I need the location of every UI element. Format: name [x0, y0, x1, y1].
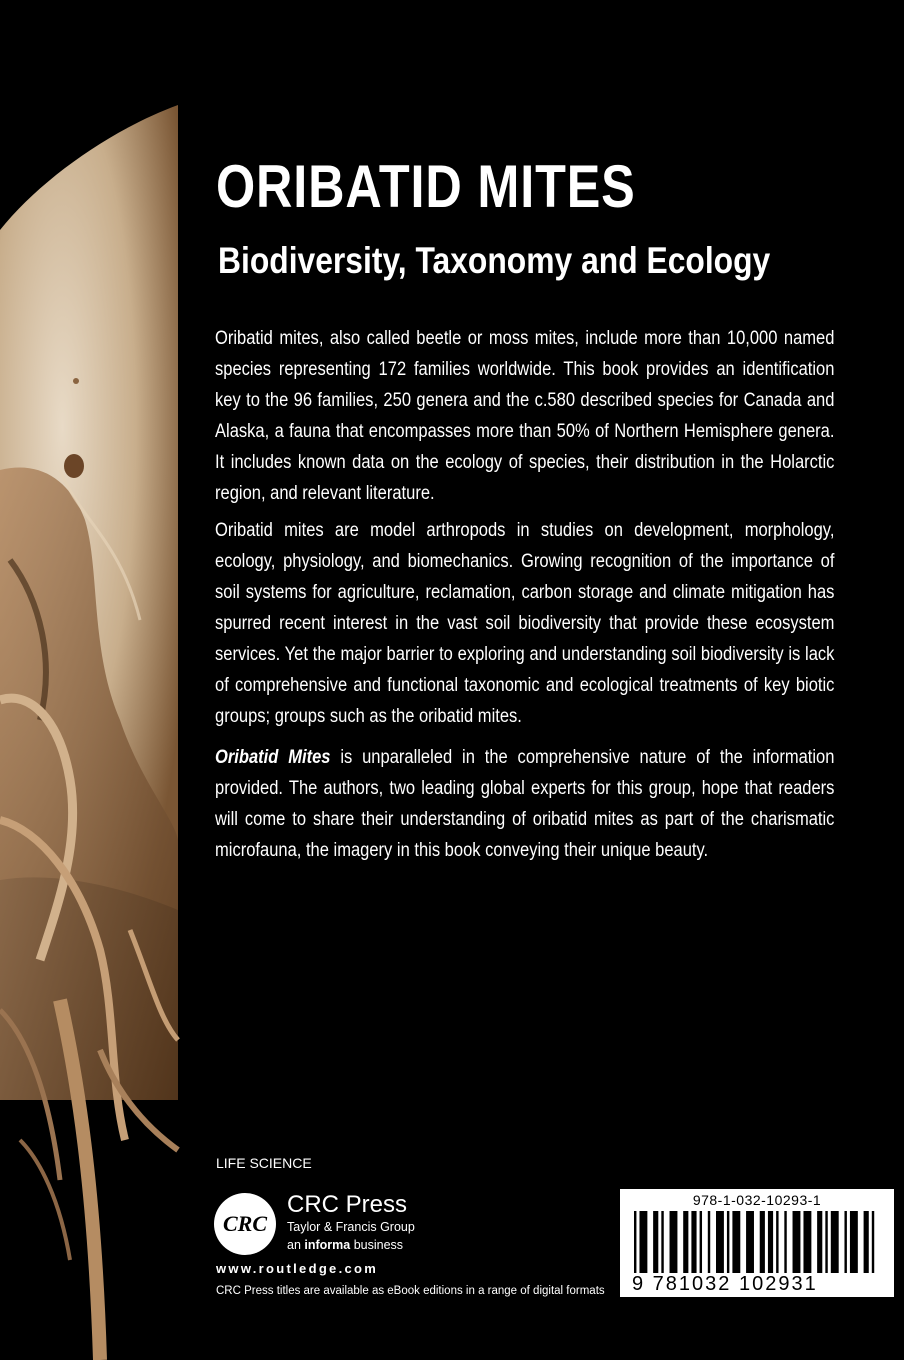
barcode-bar	[872, 1211, 874, 1273]
ean-digits: 9 781032 102931	[632, 1273, 818, 1295]
tagline-suffix: business	[350, 1238, 404, 1252]
barcode-bars	[634, 1211, 882, 1273]
isbn-number: 978-1-032-10293-1	[692, 1192, 822, 1208]
description-paragraph-1: Oribatid mites, also called beetle or moss mites, include more than 10,000 named species representing 172 families worldwide. This book provides an identification key to the 96 families, 250 genera and the c.580 described species for Canada and Alaska, a fauna that encompasses more than 50% of Northern Hemisphere genera. It includes known data on the ecology of species, their distribution in the Holarctic region, and relevant literature.	[215, 328, 835, 504]
ebook-availability-note: CRC Press titles are available as eBook editions in a range of digital formats	[216, 1285, 605, 1297]
barcode-bar	[844, 1211, 846, 1273]
barcode-bar	[716, 1211, 724, 1273]
barcode-bar	[634, 1211, 636, 1273]
publisher-name: CRC Press	[287, 1191, 408, 1218]
barcode-bar	[793, 1211, 801, 1273]
barcode-bar	[639, 1211, 647, 1273]
barcode-bar	[768, 1211, 773, 1273]
tagline-informa: informa	[304, 1238, 351, 1252]
barcode-bar	[825, 1211, 827, 1273]
barcode-bar	[691, 1211, 696, 1273]
barcode-bar	[727, 1211, 729, 1273]
publisher-tagline	[287, 1238, 403, 1252]
crc-logo-text: CRC	[222, 1211, 268, 1236]
subject-category: LIFE SCIENCE	[216, 1155, 312, 1171]
barcode-bar	[776, 1211, 778, 1273]
publisher-group: Taylor & Francis Group	[287, 1220, 415, 1234]
publisher-website[interactable]: www.routledge.com	[216, 1261, 379, 1276]
description-paragraph-3	[215, 742, 834, 866]
barcode-bar	[708, 1211, 710, 1273]
isbn-barcode	[620, 1189, 894, 1297]
book-title-emphasis: Oribatid Mites	[215, 747, 331, 768]
barcode-bar	[653, 1211, 658, 1273]
barcode-bar	[670, 1211, 678, 1273]
barcode-bar	[700, 1211, 702, 1273]
tagline-prefix: an	[287, 1238, 305, 1252]
barcode-bar	[746, 1211, 754, 1273]
barcode-bar	[803, 1211, 811, 1273]
book-title: ORIBATID MITES	[216, 153, 636, 220]
barcode-bar	[732, 1211, 740, 1273]
description-paragraph-2: Oribatid mites are model arthropods in studies on development, morphology, ecology, physiology, and biomechanics. Growing recognition of the importance of soil systems for agriculture, reclamation, carbon storage and climate mitigation has spurred recent interest in the vast soil biodiversity that provide these ecosystem services. Yet the major barrier to exploring and understanding soil biodiversity is lack of comprehensive and functional taxonomic and ecological treatments of key biotic groups; groups such as the oribatid mites.	[215, 520, 835, 727]
barcode-bar	[784, 1211, 786, 1273]
barcode-bar	[683, 1211, 688, 1273]
barcode-bar	[850, 1211, 858, 1273]
barcode-bar	[661, 1211, 663, 1273]
barcode-bar	[831, 1211, 839, 1273]
barcode-bar	[817, 1211, 822, 1273]
description-paragraph-3-text: is unparalleled in the comprehensive nature of the information provided. The authors, two leading global experts for this group, hope that readers will come to share their understanding of oribatid mites as part of the charismatic microfauna, the imagery in this book conveying their unique beauty.	[215, 747, 835, 861]
barcode-bar	[760, 1211, 765, 1273]
book-subtitle: Biodiversity, Taxonomy and Ecology	[218, 240, 771, 281]
barcode-bar	[864, 1211, 869, 1273]
crc-logo	[214, 1193, 276, 1255]
mite-photo-illustration	[0, 0, 180, 1360]
